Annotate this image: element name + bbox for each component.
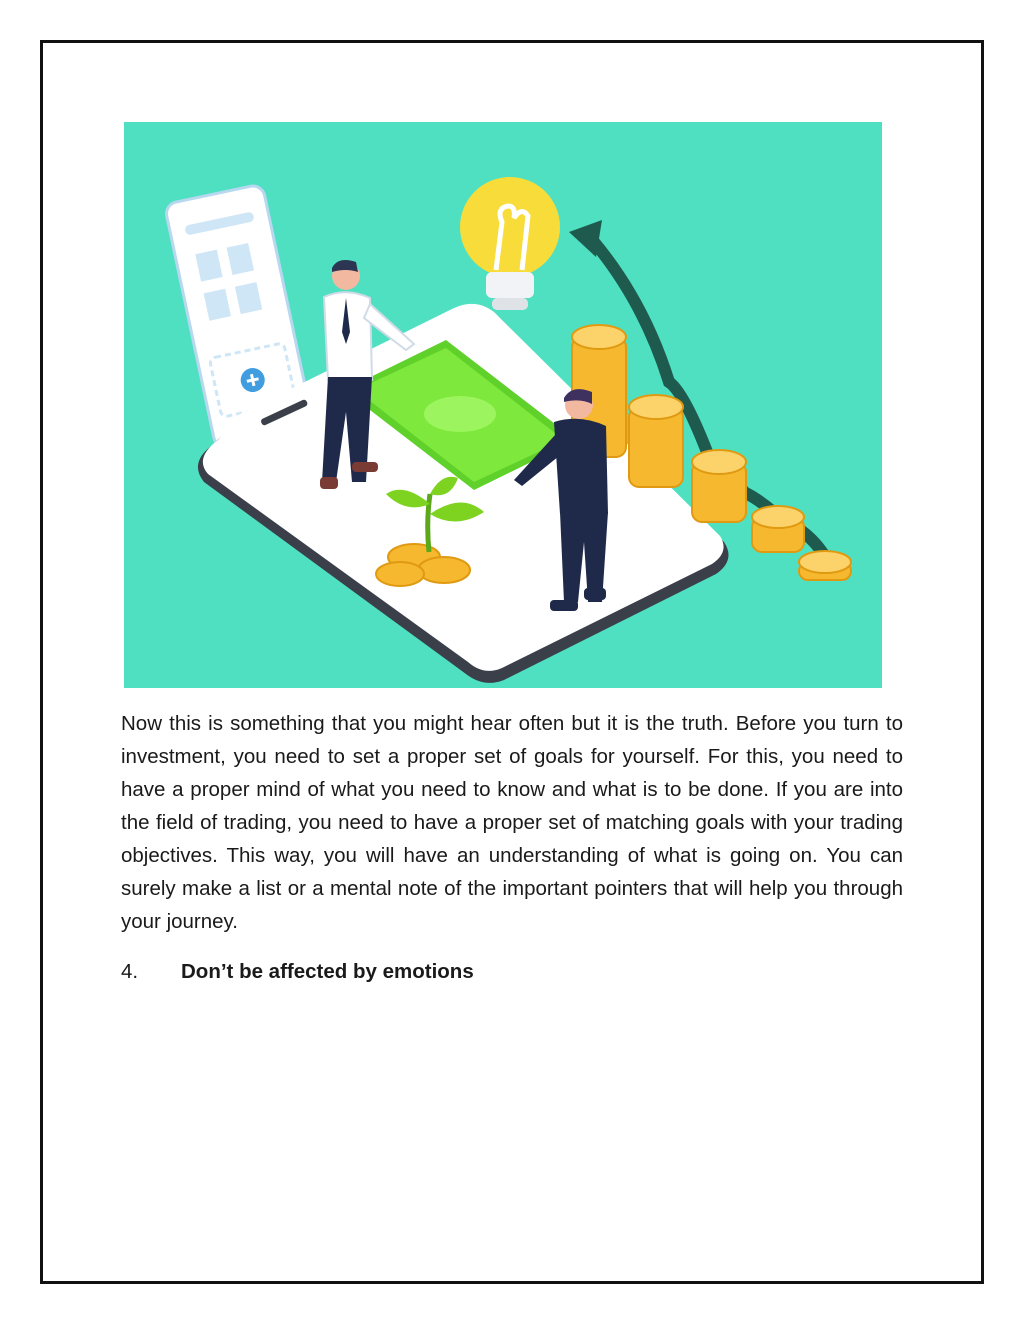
investment-illustration (124, 122, 882, 688)
heading-title: Don’t be affected by emotions (181, 960, 474, 983)
section-heading (121, 955, 903, 988)
body-paragraph: Now this is something that you might hear often but it is the truth. Before you turn to investment, you need to set a proper set of goals for yourself. For this, you need to have a proper mind of what you need to know and what is to be done. If you are into the field of trading, you need to have a proper set of matching goals with your trading objectives. This way, you will have an understanding of what is going on. You can surely make a list or a mental note of the important pointers that will help you through your journey. (121, 712, 903, 933)
heading-number: 4. (121, 960, 139, 983)
